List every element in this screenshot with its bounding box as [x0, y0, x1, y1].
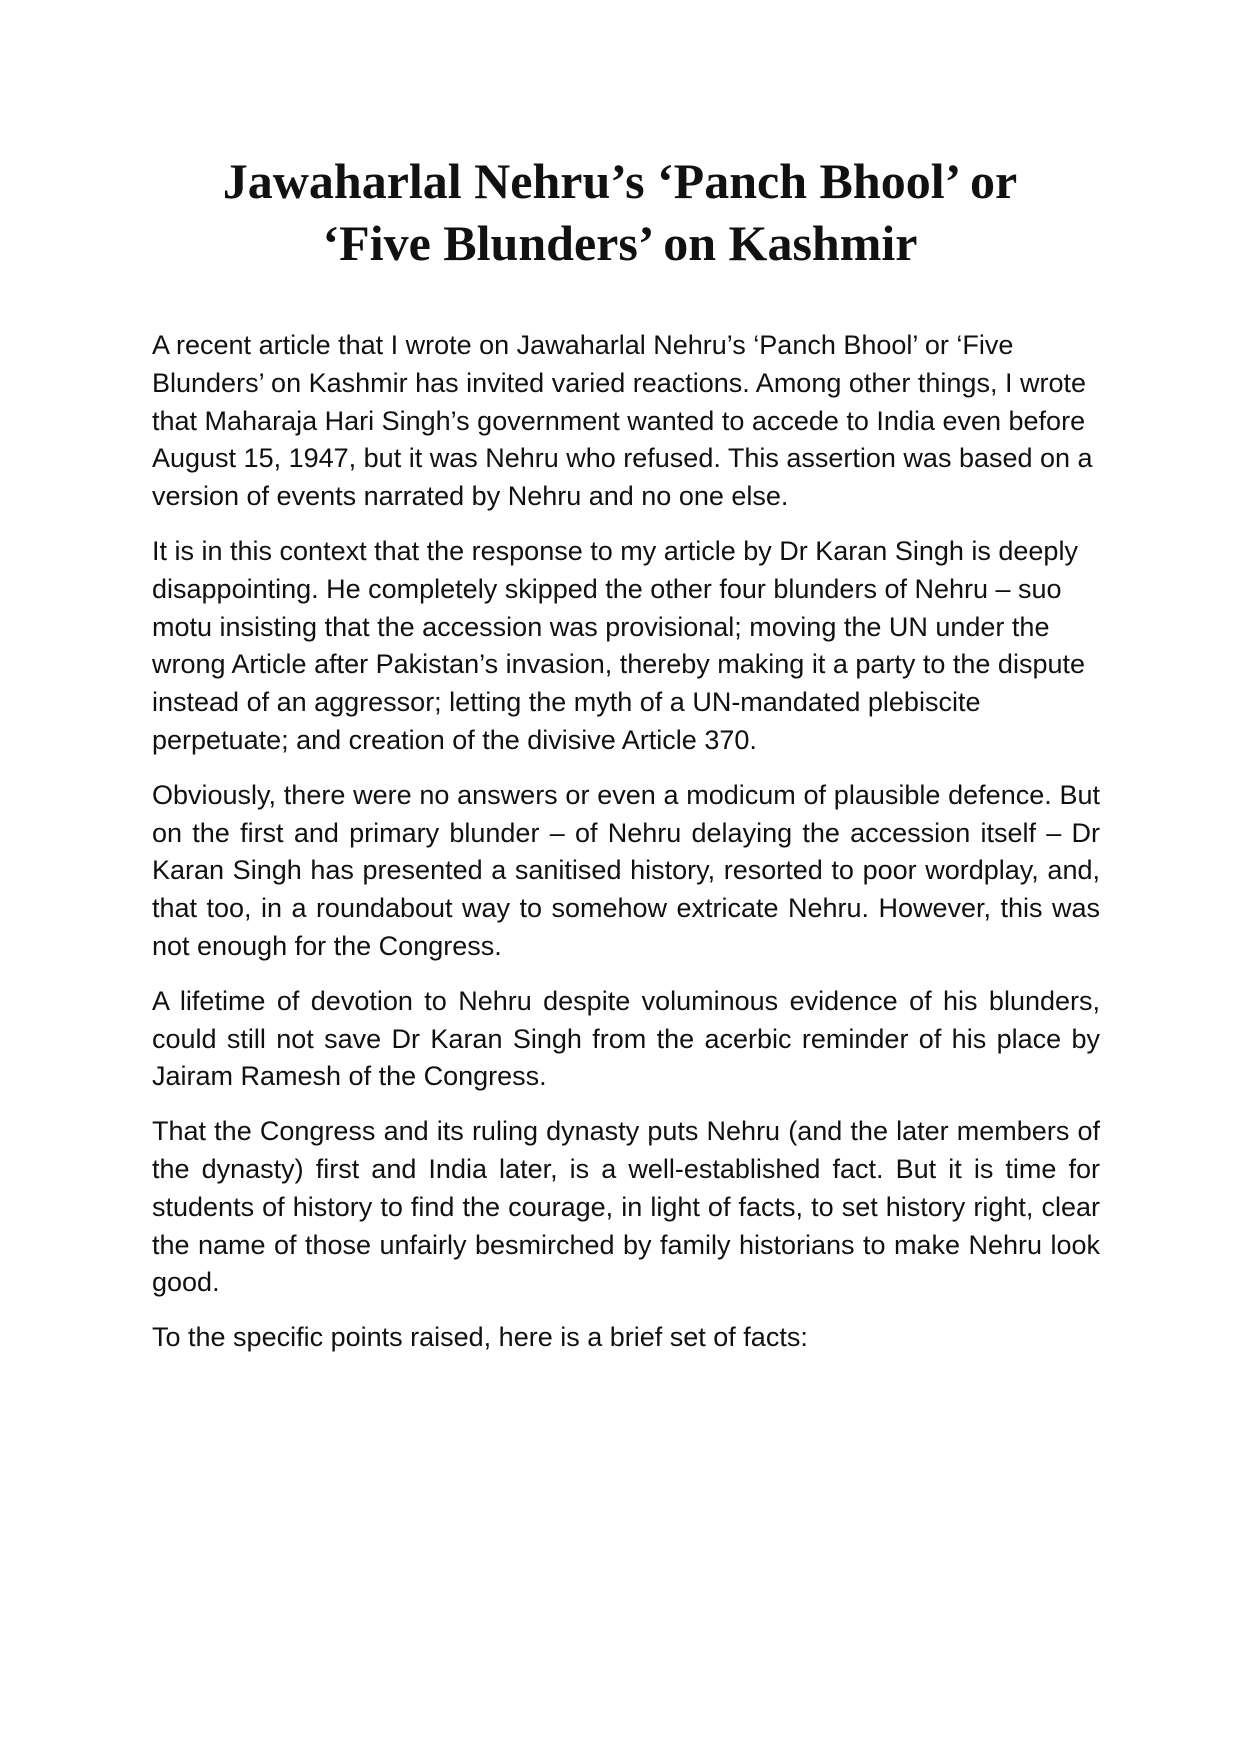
paragraph-1: A recent article that I wrote on Jawaharlal Nehru’s ‘Panch Bhool’ or ‘Five Blunders’ on Kashmir has invited varied reactions. Among other things, I wrote that Maharaja Hari Singh’s government wanted to accede to India even before August 15, 1947, but it was Nehru who refused. This assertion was based on a version of events narrated by Nehru and no one else. — [152, 330, 1093, 512]
paragraph-4: A lifetime of devotion to Nehru despite voluminous evidence of his blunders, could still not save Dr Karan Singh from the acerbic reminder of his place by Jairam Ramesh of the Congress. — [152, 985, 1100, 1092]
article-body — [152, 327, 1100, 1374]
paragraph-3: Obviously, there were no answers or even a modicum of plausible defence. But on the first and primary blunder – of Nehru delaying the accession itself – Dr Karan Singh has presented a sanitised history, resorted to poor wordplay, and, that too, in a roundabout way to somehow extricate Nehru. However, this was not enough for the Congress. — [152, 779, 1100, 961]
document-title — [150, 150, 1090, 274]
paragraph-5: That the Congress and its ruling dynasty puts Nehru (and the later members of the dynasty) first and India later, is a well-established fact. But it is time for students of history to find the courage, in light of facts, to set history right, clear the name of those unfairly besmirched by family historians to make Nehru look good. — [152, 1116, 1100, 1298]
title-line-2: ‘Five Blunders’ on Kashmir — [322, 215, 918, 271]
paragraph-6: To the specific points raised, here is a brief set of facts: — [152, 1322, 808, 1353]
title-line-1: Jawaharlal Nehru’s ‘Panch Bhool’ or — [222, 153, 1018, 209]
paragraph-2: It is in this context that the response to my article by Dr Karan Singh is deeply disappointing. He completely skipped the other four blunders of Nehru – suo motu insisting that the accession was provisional; moving the UN under the wrong Article after Pakistan’s invasion, thereby making it a party to the dispute instead of an aggressor; letting the myth of a UN-mandated plebiscite perpetuate; and creation of the divisive Article 370. — [152, 535, 1085, 755]
